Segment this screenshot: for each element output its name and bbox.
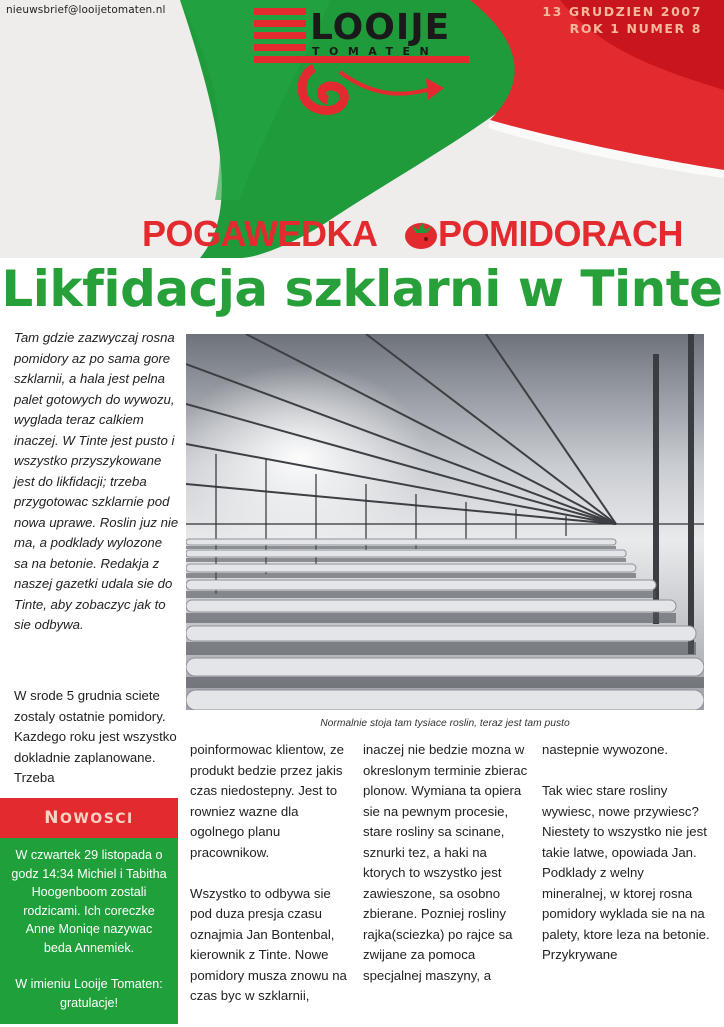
news-box-title: [0, 798, 178, 838]
series-title-left: POGAWEDKA: [142, 213, 378, 254]
column-1-paragraph-2: Wszystko to odbywa sie pod duza presja czasu oznajmia Jan Bontenbal, kierownik z Tinte. Nowe pomidory musza znowu na czas byc w szklarnii,: [190, 885, 347, 1003]
column-2-paragraph-1: inaczej nie bedzie mozna w okreslonym terminie zbierac plonow. Wymiana ta opiera sie na pewnym procesie, stare rosliny sa scinane, sznurki tez, a haki na ktorych to wszystko jest zawieszone, sa osobno zbierane. Pozniej rosliny rajka(sciezka) po rajce sa zwijane za pomoca specjalnej maszyny, a: [363, 742, 528, 983]
issue-info: [542, 3, 702, 37]
issue-number: ROK 1 NUMER 8: [569, 21, 702, 36]
photo-caption: Normalnie stoja tam tysiace roslin, teraz jest tam pusto: [320, 718, 570, 729]
column-1-paragraph-1: poinformowac klientow, ze produkt bedzie przez jakis czas niedostepny. Jest to rowniez wazne dla ogolnego planu pracownikow.: [190, 742, 344, 860]
article-headline: Likfidacja szklarni w Tinte: [1, 260, 723, 318]
logo-wordmark: LOOIJE: [310, 7, 451, 48]
news-title-rest: OWOSCI: [59, 811, 134, 827]
greenhouse-photo: [186, 334, 704, 710]
series-title-right: POMIDORACH: [438, 213, 683, 254]
logo-subtitle: TOMATEN: [312, 45, 439, 58]
news-box: [0, 798, 178, 1024]
news-paragraph-1: W czwartek 29 listopada o godz 14:34 Michiel i Tabitha Hoogenboom zostali rodzicami. Ich coreczke Anne Moniqe nazywac beda Annemiek.: [11, 848, 167, 955]
article-column-3: [542, 740, 712, 986]
issue-date: 13 GRUDZIEN 2007: [542, 4, 702, 19]
article-column-1: [190, 740, 350, 1027]
news-title-initial: N: [44, 808, 60, 828]
column-3-paragraph-1: nastepnie wywozone.: [542, 742, 669, 757]
news-box-body: [0, 838, 178, 1012]
tomato-icon: [400, 214, 440, 252]
news-paragraph-2: W imieniu Looije Tomaten: gratulacje!: [15, 977, 163, 1010]
looije-logo: [252, 6, 482, 118]
column-3-paragraph-2: Tak wiec stare rosliny wywiesc, nowe przywiesc?Niestety to wszystko nie jest takie latwe, opowiada Jan. Podklady z welny mineralnej, w ktorej rosna pomidory wyklada sie na na palety, ktore leza na betonie. Przykrywane: [542, 783, 710, 962]
series-title: [0, 206, 724, 260]
article-body-left: W srode 5 grudnia sciete zostaly ostatnie pomidory. Kazdego roku jest wszystko dokladnie zaplanowane. Trzeba: [14, 688, 177, 785]
greenhouse-illustration: [186, 334, 704, 710]
article-column-2: [363, 740, 533, 1007]
newsletter-email[interactable]: nieuwsbrief@looijetomaten.nl: [6, 4, 166, 16]
article-intro: Tam gdzie zazwyczaj rosna pomidory az po sama gore szklarnii, a hala jest pelna palet gotowych do wywozu, wyglada teraz calkiem inaczej. W Tinte jest pusto i wszystko przyszykowane jest do likfidacji; trzeba przygotowac szklarnie pod nowa uprawe. Roslin juz nie ma, a podklady wylozone sa na betonie. Redakja z naszej gazetki udala sie do Tinte, aby zobaczyc jak to sie odbywa.: [14, 330, 179, 632]
